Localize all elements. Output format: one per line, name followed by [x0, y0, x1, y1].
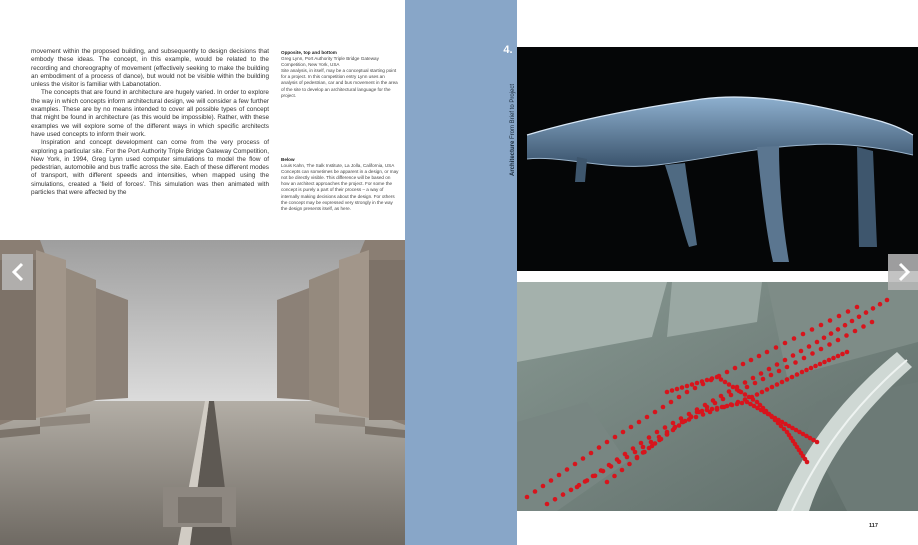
paragraph-2: The concepts that are found in architecture are hugely varied. In order to explore the way in which concepts inform architectural design, we will consider a few further examples. These are by no means intended to cover all possible types of concept that might be found in architecture (as this would be impossible). Rather, with these examples we will explore some of the different ways in which specific architects have used concepts to inform their work. — [31, 89, 269, 138]
particle — [621, 430, 626, 435]
particle — [533, 489, 538, 494]
particle — [751, 397, 756, 402]
particle — [545, 502, 550, 507]
particle — [703, 403, 708, 408]
particle — [810, 351, 815, 356]
particle — [583, 479, 588, 484]
particle — [829, 331, 834, 336]
particle — [760, 390, 765, 395]
particle — [693, 386, 698, 391]
bridge-rendering — [517, 47, 918, 271]
particle — [801, 332, 806, 337]
particle — [785, 377, 790, 382]
particle — [775, 382, 780, 387]
particle — [743, 380, 748, 385]
particle — [727, 389, 732, 394]
chevron-right-icon — [897, 262, 911, 282]
particle — [753, 381, 758, 386]
caption-below-heading: Below — [281, 157, 295, 162]
caption-opposite — [281, 50, 399, 99]
particle — [765, 350, 770, 355]
particle — [627, 462, 632, 467]
running-header — [510, 84, 516, 176]
particle — [731, 385, 736, 390]
particle — [785, 365, 790, 370]
particle — [597, 445, 602, 450]
particle — [653, 441, 658, 446]
particle — [685, 390, 690, 395]
page-number: 117 — [869, 523, 878, 529]
particle — [700, 409, 705, 414]
next-page-button[interactable] — [888, 254, 918, 290]
particle — [775, 362, 780, 367]
particle — [727, 382, 732, 387]
particle — [565, 467, 570, 472]
particle — [795, 372, 800, 377]
particle — [705, 408, 710, 413]
particle — [885, 298, 890, 303]
particle — [759, 371, 764, 376]
particle — [695, 381, 700, 386]
particle — [864, 310, 869, 315]
particle — [815, 440, 820, 445]
particle — [774, 345, 779, 350]
particle — [751, 376, 756, 381]
particle — [828, 318, 833, 323]
particle — [733, 366, 738, 371]
particle — [827, 342, 832, 347]
particle — [745, 385, 750, 390]
particle — [836, 338, 841, 343]
particle — [649, 440, 654, 445]
particle — [800, 370, 805, 375]
particle — [683, 419, 688, 424]
particle — [815, 340, 820, 345]
particle — [878, 302, 883, 307]
particle — [671, 421, 676, 426]
particle — [836, 327, 841, 332]
particle — [680, 385, 685, 390]
particle — [720, 405, 725, 410]
particle — [641, 450, 646, 455]
particle — [793, 360, 798, 365]
particle — [549, 478, 554, 483]
particle — [575, 485, 580, 490]
particle — [663, 425, 668, 430]
particle — [715, 375, 720, 380]
particle — [741, 362, 746, 367]
particle — [581, 456, 586, 461]
particle — [647, 446, 652, 451]
left-page — [0, 0, 405, 545]
particle — [615, 457, 620, 462]
particle — [807, 344, 812, 349]
particle — [710, 376, 715, 381]
particle — [605, 440, 610, 445]
particle — [690, 382, 695, 387]
particle — [645, 415, 650, 420]
particle — [844, 333, 849, 338]
particle — [631, 446, 636, 451]
particle — [749, 358, 754, 363]
particle — [659, 437, 664, 442]
particle — [653, 410, 658, 415]
particle — [783, 358, 788, 363]
particle — [637, 420, 642, 425]
particle — [655, 430, 660, 435]
particle — [719, 377, 724, 382]
particle — [761, 377, 766, 382]
particle — [837, 314, 842, 319]
chevron-left-icon — [11, 262, 25, 282]
particle — [607, 463, 612, 468]
particle — [870, 320, 875, 325]
particle — [671, 428, 676, 433]
particle — [735, 402, 740, 407]
caption-opposite-credit: Greg Lynn, Port Authority Triple Bridge Gateway Competition, New York, USA — [281, 56, 379, 68]
particle — [639, 441, 644, 446]
particle — [743, 392, 748, 397]
particle — [623, 452, 628, 457]
particle — [553, 497, 558, 502]
particle — [700, 379, 705, 384]
body-text — [31, 48, 269, 197]
particle — [694, 415, 699, 420]
particle — [791, 353, 796, 358]
particle — [589, 451, 594, 456]
particle — [855, 305, 860, 310]
chapter-number: 4. — [503, 44, 513, 56]
particle — [569, 488, 574, 493]
particle — [670, 388, 675, 393]
paragraph-3: Inspiration and concept development can come from the very process of exploring a particular site. For the Port Authority Triple Bridge Gateway Competition, New York, in 1994, Greg Lynn used computer simulations to model the flow of pedestrian, automobile and bus traffic across the site. Each of these different modes of transport, with different speeds and intensities, when mapped using the simulations, created a 'field of forces'. This simulation was then animated with particles that were affected by the — [31, 139, 269, 197]
particle — [677, 395, 682, 400]
particle — [605, 480, 610, 485]
caption-below-text: Concepts can sometimes be apparent in a design, or may not be directly visible. This difference will be based on how an architect approaches the project. For some the concept is purely a part of their process – a way of internally making decisions about the design. For others the concept may be expressed very strongly in the way the design presents itself, as here. — [281, 169, 399, 211]
particle — [827, 358, 832, 363]
particle — [790, 375, 795, 380]
particle — [765, 387, 770, 392]
particle — [850, 319, 855, 324]
particle — [665, 390, 670, 395]
particle — [769, 373, 774, 378]
particle — [695, 410, 700, 415]
section-subtitle: From Brief to Project — [510, 83, 516, 139]
section-label: Architecture — [510, 140, 516, 176]
particle — [661, 405, 666, 410]
particle — [804, 368, 809, 373]
particle — [757, 354, 762, 359]
particle — [747, 395, 752, 400]
previous-page-button[interactable] — [2, 254, 33, 290]
particle — [822, 336, 827, 341]
particle — [677, 423, 682, 428]
caption-opposite-heading: Opposite, top and bottom — [281, 50, 337, 55]
particle — [591, 474, 596, 479]
page-spine — [405, 0, 517, 545]
particle — [723, 380, 728, 385]
particle — [620, 468, 625, 473]
particle — [755, 392, 760, 397]
caption-opposite-text: Site analysis, in itself, may be a conceptual starting point for a project. In this competition entry Lynn uses an analysis of pedestrian, car and bus movement in the area of the site to develop an architectural language for the project. — [281, 68, 398, 98]
particle — [541, 484, 546, 489]
particle — [715, 406, 720, 411]
particle — [777, 369, 782, 374]
paragraph-1: movement within the proposed building, and subsequently to design decisions that embody these ideas. The concept, in this example, would be related to the recording and choreography of movement (effectively seeking to make the building an embodiment of a process of dance), but would not be visible within the building unless the visitor is familiar with Labanotation. — [31, 48, 269, 89]
particle — [525, 495, 530, 500]
particle — [641, 445, 646, 450]
particle — [557, 473, 562, 478]
particle — [822, 360, 827, 365]
particle — [730, 403, 735, 408]
particle — [669, 400, 674, 405]
particle — [809, 366, 814, 371]
particle — [780, 380, 785, 385]
particle — [735, 387, 740, 392]
particle — [805, 460, 810, 465]
particle — [792, 336, 797, 341]
particle — [647, 435, 652, 440]
particle — [725, 404, 730, 409]
particle — [853, 329, 858, 334]
particle — [831, 356, 836, 361]
particle — [840, 352, 845, 357]
particle — [783, 341, 788, 346]
caption-below-credit: Louis Kahn, The Salk Institute, La Jolla, California, USA — [281, 163, 395, 169]
particle — [710, 407, 715, 412]
particle — [635, 455, 640, 460]
particle — [770, 385, 775, 390]
particle — [629, 425, 634, 430]
particle — [813, 364, 818, 369]
particle — [871, 306, 876, 311]
particle — [740, 401, 745, 406]
particle — [573, 462, 578, 467]
particle — [612, 474, 617, 479]
particle — [675, 387, 680, 392]
particle — [799, 349, 804, 354]
particle — [818, 362, 823, 367]
particle — [689, 414, 694, 419]
particle-model-rendering — [517, 282, 918, 511]
particle — [845, 350, 850, 355]
particle — [599, 468, 604, 473]
particle — [846, 309, 851, 314]
salk-institute-photo — [0, 240, 405, 545]
particle — [810, 327, 815, 332]
particle — [802, 356, 807, 361]
particle — [819, 323, 824, 328]
particle — [843, 323, 848, 328]
particle — [819, 347, 824, 352]
particle — [857, 315, 862, 320]
particle — [725, 370, 730, 375]
particle — [836, 354, 841, 359]
particle — [685, 384, 690, 389]
particle — [719, 394, 724, 399]
particle — [561, 492, 566, 497]
particle — [739, 390, 744, 395]
particle — [767, 367, 772, 372]
caption-below — [281, 157, 399, 212]
particle — [705, 378, 710, 383]
particle — [613, 435, 618, 440]
particle — [711, 398, 716, 403]
particle — [861, 324, 866, 329]
particle — [665, 432, 670, 437]
